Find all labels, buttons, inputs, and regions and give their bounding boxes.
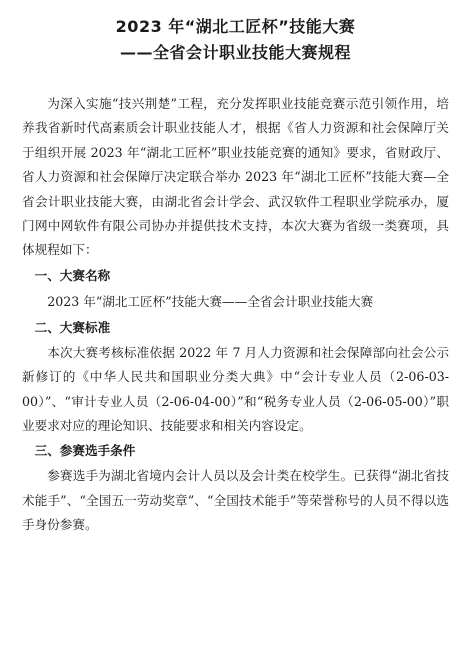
- document-title: 2023 年“湖北工匠杯”技能大赛: [115, 17, 356, 36]
- section-body-name: 2023 年“湖北工匠杯”技能大赛——全省会计职业技能大赛: [47, 293, 374, 309]
- section-heading-name: 一、大赛名称: [34, 267, 111, 283]
- section-body-eligibility: 参赛选手为湖北省境内会计人员以及会计类在校学生。已获得“湖北省技术能手”、“全国五一劳动奖章”、“全国技术能手”等荣誉称号的人员不得以选手身份参赛。: [22, 468, 449, 533]
- section-heading-standard: 二、大赛标准: [34, 319, 111, 335]
- intro-paragraph: 为深入实施“技兴荆楚”工程，充分发挥职业技能竞赛示范引领作用，培养我省新时代高素质会计职业技能人才，根据《省人力资源和社会保障厅关于组织开展 2023 年“湖北工匠杯”职业技能竞赛的通知》要求，省财政厅、省人力资源和社会保障厅决定联合举办 2023 年“湖北工匠杯”技能大赛—全省会计职业技能大赛，由湖北省会计学会、武汉软件工程职业学院承办，厦门网中网软件有限公司协办并提供技术支持，本次大赛为省级一类赛项，具体规程如下：: [22, 96, 449, 258]
- section-body-standard: 本次大赛考核标准依据 2022 年 7 月人力资源和社会保障部向社会公示新修订的《中华人民共和国职业分类大典》中“会计专业人员（2-06-03-00）”、“审计专业人员（2-06-04-00）”和“税务专业人员（2-06-05-00）”职业要求对应的理论知识、技能要求和相关内容设定。: [22, 344, 449, 434]
- document-subtitle: ——全省会计职业技能大赛规程: [119, 43, 351, 62]
- section-heading-eligibility: 三、参赛选手条件: [34, 443, 136, 459]
